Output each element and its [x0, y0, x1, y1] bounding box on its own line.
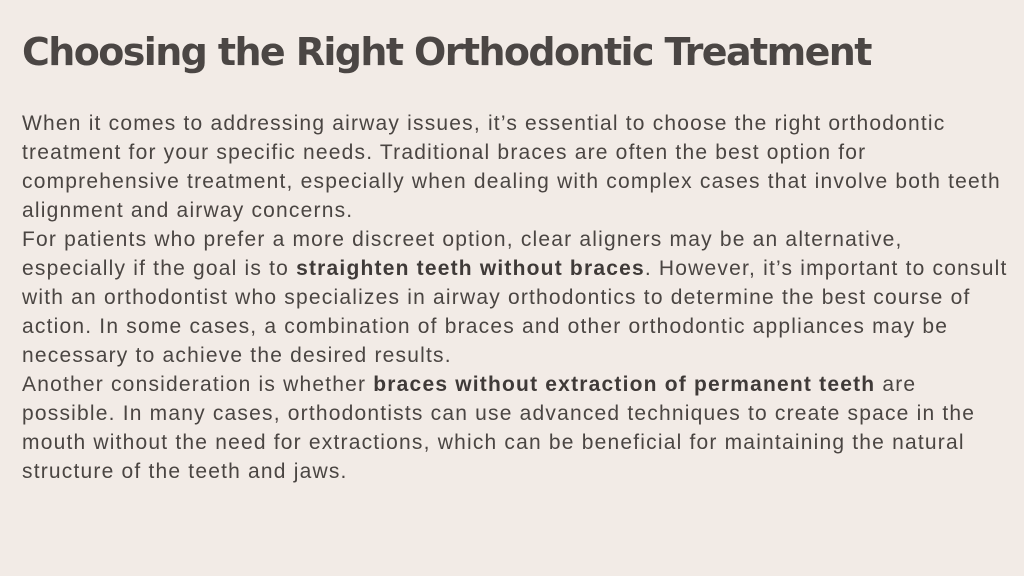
paragraph-1 — [22, 109, 1012, 225]
paragraph-3 — [22, 370, 1012, 486]
keyword-braces-without-extraction: braces without extraction of permanent teeth — [373, 373, 876, 396]
keyword-straighten-teeth: straighten teeth without braces — [296, 257, 645, 280]
paragraph-2-text-after: . However, it’s important to consult with an orthodontist who specializes in airway orthodontics to determine the best course of action. In some cases, a combination of braces and other orthodontic appliances may be necessary to achieve the desired results. — [22, 257, 1008, 367]
body-text — [22, 109, 1012, 486]
paragraph-1-text: When it comes to addressing airway issues, it’s essential to choose the right orthodontic treatment for your specific needs. Traditional braces are often the best option for comprehensive treatment, especially when dealing with complex cases that involve both teeth alignment and airway concerns. — [22, 112, 1001, 222]
paragraph-3-text-after: are possible. In many cases, orthodontists can use advanced techniques to create space in the mouth without the need for extractions, which can be beneficial for maintaining the natural structure of the teeth and jaws. — [22, 373, 976, 483]
page-title: Choosing the Right Orthodontic Treatment — [22, 30, 871, 74]
paragraph-2-text-before: For patients who prefer a more discreet option, clear aligners may be an alternative, especially if the goal is to — [22, 228, 903, 280]
paragraph-3-text-before: Another consideration is whether — [22, 373, 374, 396]
paragraph-2 — [22, 225, 1012, 370]
